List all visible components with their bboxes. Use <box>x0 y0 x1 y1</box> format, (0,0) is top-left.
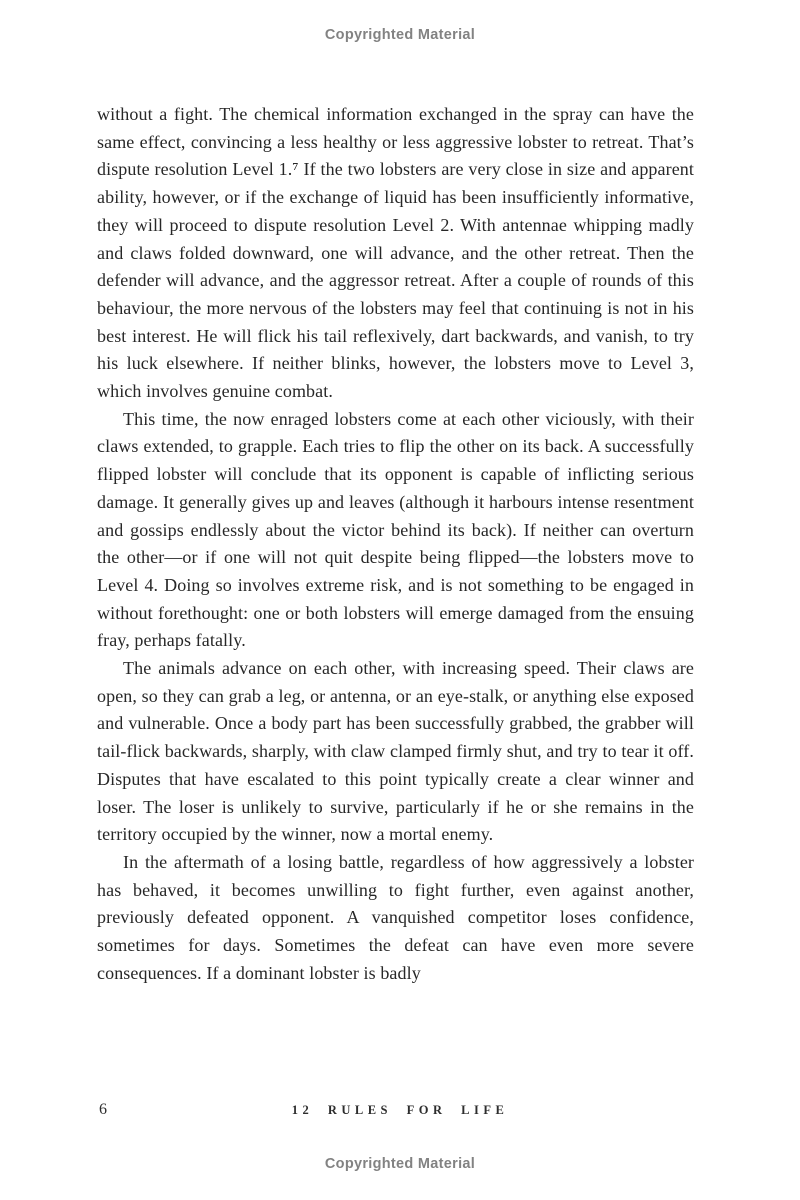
paragraph: without a fight. The chemical information exchanged in the spray can have the same effect, convincing a less healthy or less aggressive lobster to retreat. That’s dispute resolution Level 1.⁷ If the two lobsters are very close in size and apparent ability, however, or if the exchange of liquid has been insufficiently informative, they will proceed to dispute resolution Level 2. With antennae whipping madly and claws folded downward, one will advance, and the other retreat. Then the defender will advance, and the aggressor retreat. After a couple of rounds of this behaviour, the more nervous of the lobsters may feel that continuing is not in his best interest. He will flick his tail reflexively, dart backwards, and vanish, to try his luck elsewhere. If neither blinks, however, the lobsters move to Level 3, which involves genuine combat. <box>97 104 694 402</box>
running-title: 12 RULES FOR LIFE <box>291 1103 509 1117</box>
page-footer <box>0 1100 800 1122</box>
copyright-notice-bottom: Copyrighted Material <box>324 1156 476 1172</box>
page-body <box>97 101 694 1077</box>
page-number: 6 <box>99 1101 107 1118</box>
paragraph: In the aftermath of a losing battle, regardless of how aggressively a lobster has behaved, it becomes unwilling to fight further, even against another, previously defeated opponent. A vanquished competitor loses confidence, sometimes for days. Sometimes the defeat can have even more severe consequences. If a dominant lobster is badly <box>97 851 694 983</box>
copyright-notice-top: Copyrighted Material <box>324 27 476 43</box>
paragraph: The animals advance on each other, with increasing speed. Their claws are open, so they can grab a leg, or antenna, or an eye-stalk, or anything else exposed and vulnerable. Once a body part has been successfully grabbed, the grabber will tail-flick backwards, sharply, with claw clamped firmly shut, and try to tear it off. Disputes that have escalated to this point typically create a clear winner and loser. The loser is unlikely to survive, particularly if he or she remains in the territory occupied by the winner, now a mortal enemy. <box>97 658 694 845</box>
paragraph: This time, the now enraged lobsters come at each other viciously, with their claws extended, to grapple. Each tries to flip the other on its back. A successfully flipped lobster will conclude that its opponent is capable of inflicting serious damage. It generally gives up and leaves (although it harbours intense resentment and gossips endlessly about the victor behind its back). If neither can overturn the other—or if one will not quit despite being flipped—the lobsters move to Level 4. Doing so involves extreme risk, and is not something to be engaged in without forethought: one or both lobsters will emerge damaged from the ensuing fray, perhaps fatally. <box>97 408 694 651</box>
